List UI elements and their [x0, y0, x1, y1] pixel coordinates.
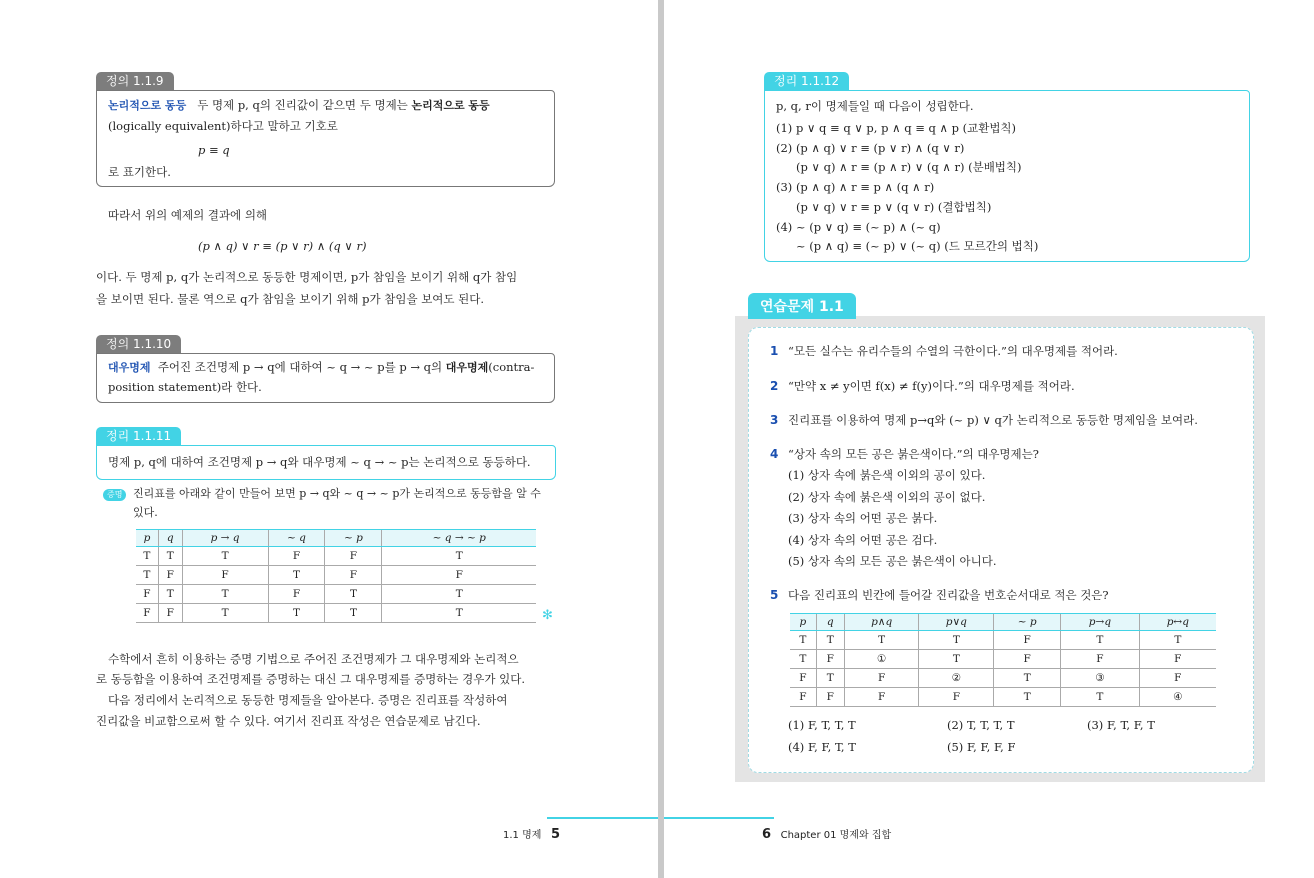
table-cell: F	[268, 585, 325, 604]
answer-choice: (3) F, T, F, T	[1087, 718, 1155, 732]
option-item: (1) 상자 속에 붉은색 이외의 공이 있다.	[788, 468, 986, 482]
definition-label: 정의 1.1.9	[96, 72, 174, 91]
table-cell: F	[790, 688, 816, 707]
table-cell: T	[790, 650, 816, 669]
theorem-intro: p, q, r이 명제들일 때 다음이 성립한다.	[776, 99, 974, 113]
table-header-cell: ~ p	[325, 530, 382, 547]
option-item: (4) 상자 속의 어떤 공은 검다.	[788, 532, 938, 547]
table-cell: ①	[844, 650, 919, 669]
table-cell: F	[816, 650, 844, 669]
table-row	[136, 566, 536, 585]
theorem-line: (p ∨ q) ∧ r ≡ (p ∧ r) ∨ (q ∧ r) (분배법칙)	[796, 160, 1022, 175]
table-cell: T	[790, 631, 816, 650]
table-row	[790, 688, 1216, 707]
body-text: 다음 정리에서 논리적으로 동등한 명제들을 알아본다. 증명은 진리표를 작성하여	[108, 693, 508, 707]
table-cell: ④	[1139, 688, 1216, 707]
page-footer-right	[762, 826, 891, 842]
table-header-cell: p↔q	[1139, 614, 1216, 631]
table-cell: F	[158, 604, 182, 623]
table-cell: T	[382, 585, 536, 604]
body-text: 진리값을 비교함으로써 할 수 있다. 여기서 진리표 작성은 연습문제로 남긴다.	[96, 714, 481, 728]
answer-choice: (5) F, F, F, F	[947, 740, 1016, 754]
table-cell: F	[844, 688, 919, 707]
table-row	[136, 547, 536, 566]
question-3	[770, 412, 1198, 428]
question-text: “모든 실수는 유리수들의 수열의 극한이다.”의 대우명제를 적어라.	[788, 344, 1118, 358]
truth-table	[790, 613, 1216, 707]
table-header-cell: q	[816, 614, 844, 631]
table-cell: F	[325, 547, 382, 566]
table-cell: F	[136, 604, 158, 623]
body-text: 을 보이면 된다. 물론 역으로 q가 참임을 보이기 위해 p가 참임을 보여도 된다.	[96, 292, 485, 306]
table-row	[790, 650, 1216, 669]
theorem-line: (3) (p ∧ q) ∧ r ≡ p ∧ (q ∧ r)	[776, 180, 935, 195]
table-cell: F	[325, 566, 382, 585]
table-cell: F	[844, 669, 919, 688]
table-cell: F	[816, 688, 844, 707]
question-text: “상자 속의 모든 공은 붉은색이다.”의 대우명제는?	[788, 447, 1039, 461]
table-cell: T	[158, 547, 182, 566]
body-text: 이다. 두 명제 p, q가 논리적으로 동등한 명제이면, p가 참임을 보이기 위해 q가 참임	[96, 270, 518, 284]
table-cell: T	[136, 547, 158, 566]
table-cell: T	[382, 604, 536, 623]
table-cell: T	[268, 604, 325, 623]
theorem-line: (1) p ∨ q ≡ q ∨ p, p ∧ q ≡ q ∧ p (교환법칙)	[776, 121, 1017, 135]
table-cell: T	[268, 566, 325, 585]
page-number: 5	[550, 827, 560, 842]
footer-line	[664, 817, 774, 819]
definition-text: 로 표기한다.	[108, 165, 171, 179]
answer-choice: (4) F, F, T, T	[788, 740, 856, 754]
table-cell: T	[158, 585, 182, 604]
page-number: 6	[762, 827, 772, 842]
proof-tag: 증명	[103, 489, 126, 501]
table-cell: T	[919, 650, 994, 669]
theorem-box	[764, 90, 1250, 262]
theorem-label: 정리 1.1.11	[96, 427, 181, 446]
question-5	[770, 587, 1109, 603]
theorem-text: 명제 p, q에 대하여 조건명제 p → q와 대우명제 ~ q → ~ p는 논리적으로 동등하다.	[108, 455, 531, 469]
table-cell: F	[382, 566, 536, 585]
question-number: 2	[770, 379, 779, 393]
body-text: 따라서 위의 예제의 결과에 의해	[108, 208, 268, 222]
question-number: 3	[770, 413, 779, 427]
table-cell: F	[1139, 650, 1216, 669]
question-2	[770, 378, 1075, 394]
table-cell: T	[1139, 631, 1216, 650]
table-header-cell: p → q	[182, 530, 268, 547]
footer-chapter: Chapter 01 명제와 집합	[780, 830, 892, 841]
table-row	[136, 585, 536, 604]
table-cell: T	[1061, 688, 1139, 707]
table-cell: T	[182, 585, 268, 604]
table-cell: T	[844, 631, 919, 650]
table-header-cell: ~ p	[994, 614, 1061, 631]
proof-text: 있다.	[133, 506, 158, 519]
question-4	[770, 446, 1039, 462]
table-cell: T	[182, 604, 268, 623]
answer-choice: (1) F, T, T, T	[788, 718, 856, 732]
definition-text: (contra-	[488, 360, 535, 374]
page-footer-left	[503, 826, 560, 842]
table-cell: F	[994, 631, 1061, 650]
question-text: 다음 진리표의 빈칸에 들어갈 진리값을 번호순서대로 적은 것은?	[788, 588, 1109, 602]
footer-line	[547, 817, 658, 819]
question-1	[770, 343, 1118, 359]
table-cell: F	[136, 585, 158, 604]
table-header-cell: p→q	[1061, 614, 1139, 631]
definition-formula: p ≡ q	[198, 143, 230, 157]
table-header-cell: p	[136, 530, 158, 547]
table-cell: T	[1061, 631, 1139, 650]
table-cell: T	[382, 547, 536, 566]
table-cell: ③	[1061, 669, 1139, 688]
table-cell: T	[136, 566, 158, 585]
table-row	[136, 604, 536, 623]
definition-text: position statement)라 한다.	[108, 380, 262, 394]
table-row	[790, 669, 1216, 688]
table-cell: F	[1061, 650, 1139, 669]
theorem-line: (4) ~ (p ∨ q) ≡ (~ p) ∧ (~ q)	[776, 219, 941, 234]
table-cell: T	[994, 669, 1061, 688]
body-text: 로 동등함을 이용하여 조건명제를 증명하는 대신 그 대우명제를 증명하는 경우가 있다.	[96, 672, 526, 686]
exercise-label: 연습문제 1.1	[748, 293, 856, 319]
option-item: (2) 상자 속에 붉은색 이외의 공이 없다.	[788, 489, 986, 504]
answer-choice: (2) T, T, T, T	[947, 718, 1015, 732]
table-cell: T	[816, 669, 844, 688]
definition-text: 두 명제 p, q의 진리값이 같으면 두 명제는	[197, 98, 408, 112]
definition-line	[108, 97, 490, 114]
theorem-line: (p ∨ q) ∨ r ≡ p ∨ (q ∨ r) (결합법칙)	[796, 199, 992, 214]
theorem-label: 정리 1.1.12	[764, 72, 849, 91]
end-mark: ✻	[542, 608, 553, 623]
definition-bold: 대우명제	[445, 361, 489, 374]
proof-text: 진리표를 아래와 같이 만들어 보면 p → q와 ~ q → ~ p가 논리적으로 동등함을 알 수	[133, 487, 541, 500]
definition-bold: 논리적으로 동등	[411, 99, 490, 112]
table-cell: T	[919, 631, 994, 650]
table-header-cell: ~ q	[268, 530, 325, 547]
table-cell: F	[919, 688, 994, 707]
table-cell: F	[268, 547, 325, 566]
table-header-cell: p∧q	[844, 614, 919, 631]
table-header-cell: p∨q	[919, 614, 994, 631]
question-text: 진리표를 이용하여 명제 p→q와 (~ p) ∨ q가 논리적으로 동등한 명제임을 보여라.	[788, 413, 1198, 427]
table-cell: F	[790, 669, 816, 688]
table-cell: T	[325, 604, 382, 623]
table-cell: F	[1139, 669, 1216, 688]
table-cell: F	[182, 566, 268, 585]
question-number: 1	[770, 344, 779, 358]
definition-term: 논리적으로 동등	[108, 99, 187, 112]
table-cell: F	[994, 650, 1061, 669]
question-text: “만약 x ≠ y이면 f(x) ≠ f(y)이다.”의 대우명제를 적어라.	[788, 379, 1075, 393]
footer-section: 1.1 명제	[503, 830, 542, 841]
table-cell: T	[182, 547, 268, 566]
table-header-cell: q	[158, 530, 182, 547]
table-cell: T	[325, 585, 382, 604]
table-header-cell: ~ q → ~ p	[382, 530, 536, 547]
definition-line	[108, 359, 534, 376]
body-text: 수학에서 흔히 이용하는 증명 기법으로 주어진 조건명제가 그 대우명제와 논리적으	[108, 652, 519, 666]
truth-table	[136, 529, 536, 623]
table-header-cell: p	[790, 614, 816, 631]
question-number: 4	[770, 447, 779, 461]
option-item: (3) 상자 속의 어떤 공은 붉다.	[788, 511, 938, 525]
table-cell: T	[816, 631, 844, 650]
definition-label: 정의 1.1.10	[96, 335, 181, 354]
question-number: 5	[770, 588, 779, 602]
definition-text: 주어진 조건명제 p → q에 대하여 ~ q → ~ p를 p → q의	[157, 360, 443, 374]
table-cell: ②	[919, 669, 994, 688]
table-cell: F	[158, 566, 182, 585]
theorem-line: ~ (p ∧ q) ≡ (~ p) ∨ (~ q) (드 모르간의 법칙)	[796, 239, 1039, 254]
table-cell: T	[994, 688, 1061, 707]
definition-text: (logically equivalent)하다고 말하고 기호로	[108, 119, 338, 133]
theorem-line: (2) (p ∧ q) ∨ r ≡ (p ∨ r) ∧ (q ∨ r)	[776, 140, 965, 155]
option-item: (5) 상자 속의 모든 공은 붉은색이 아니다.	[788, 554, 997, 568]
table-row	[790, 631, 1216, 650]
definition-term: 대우명제	[108, 361, 151, 374]
formula: (p ∧ q) ∨ r ≡ (p ∨ r) ∧ (q ∨ r)	[198, 239, 367, 253]
